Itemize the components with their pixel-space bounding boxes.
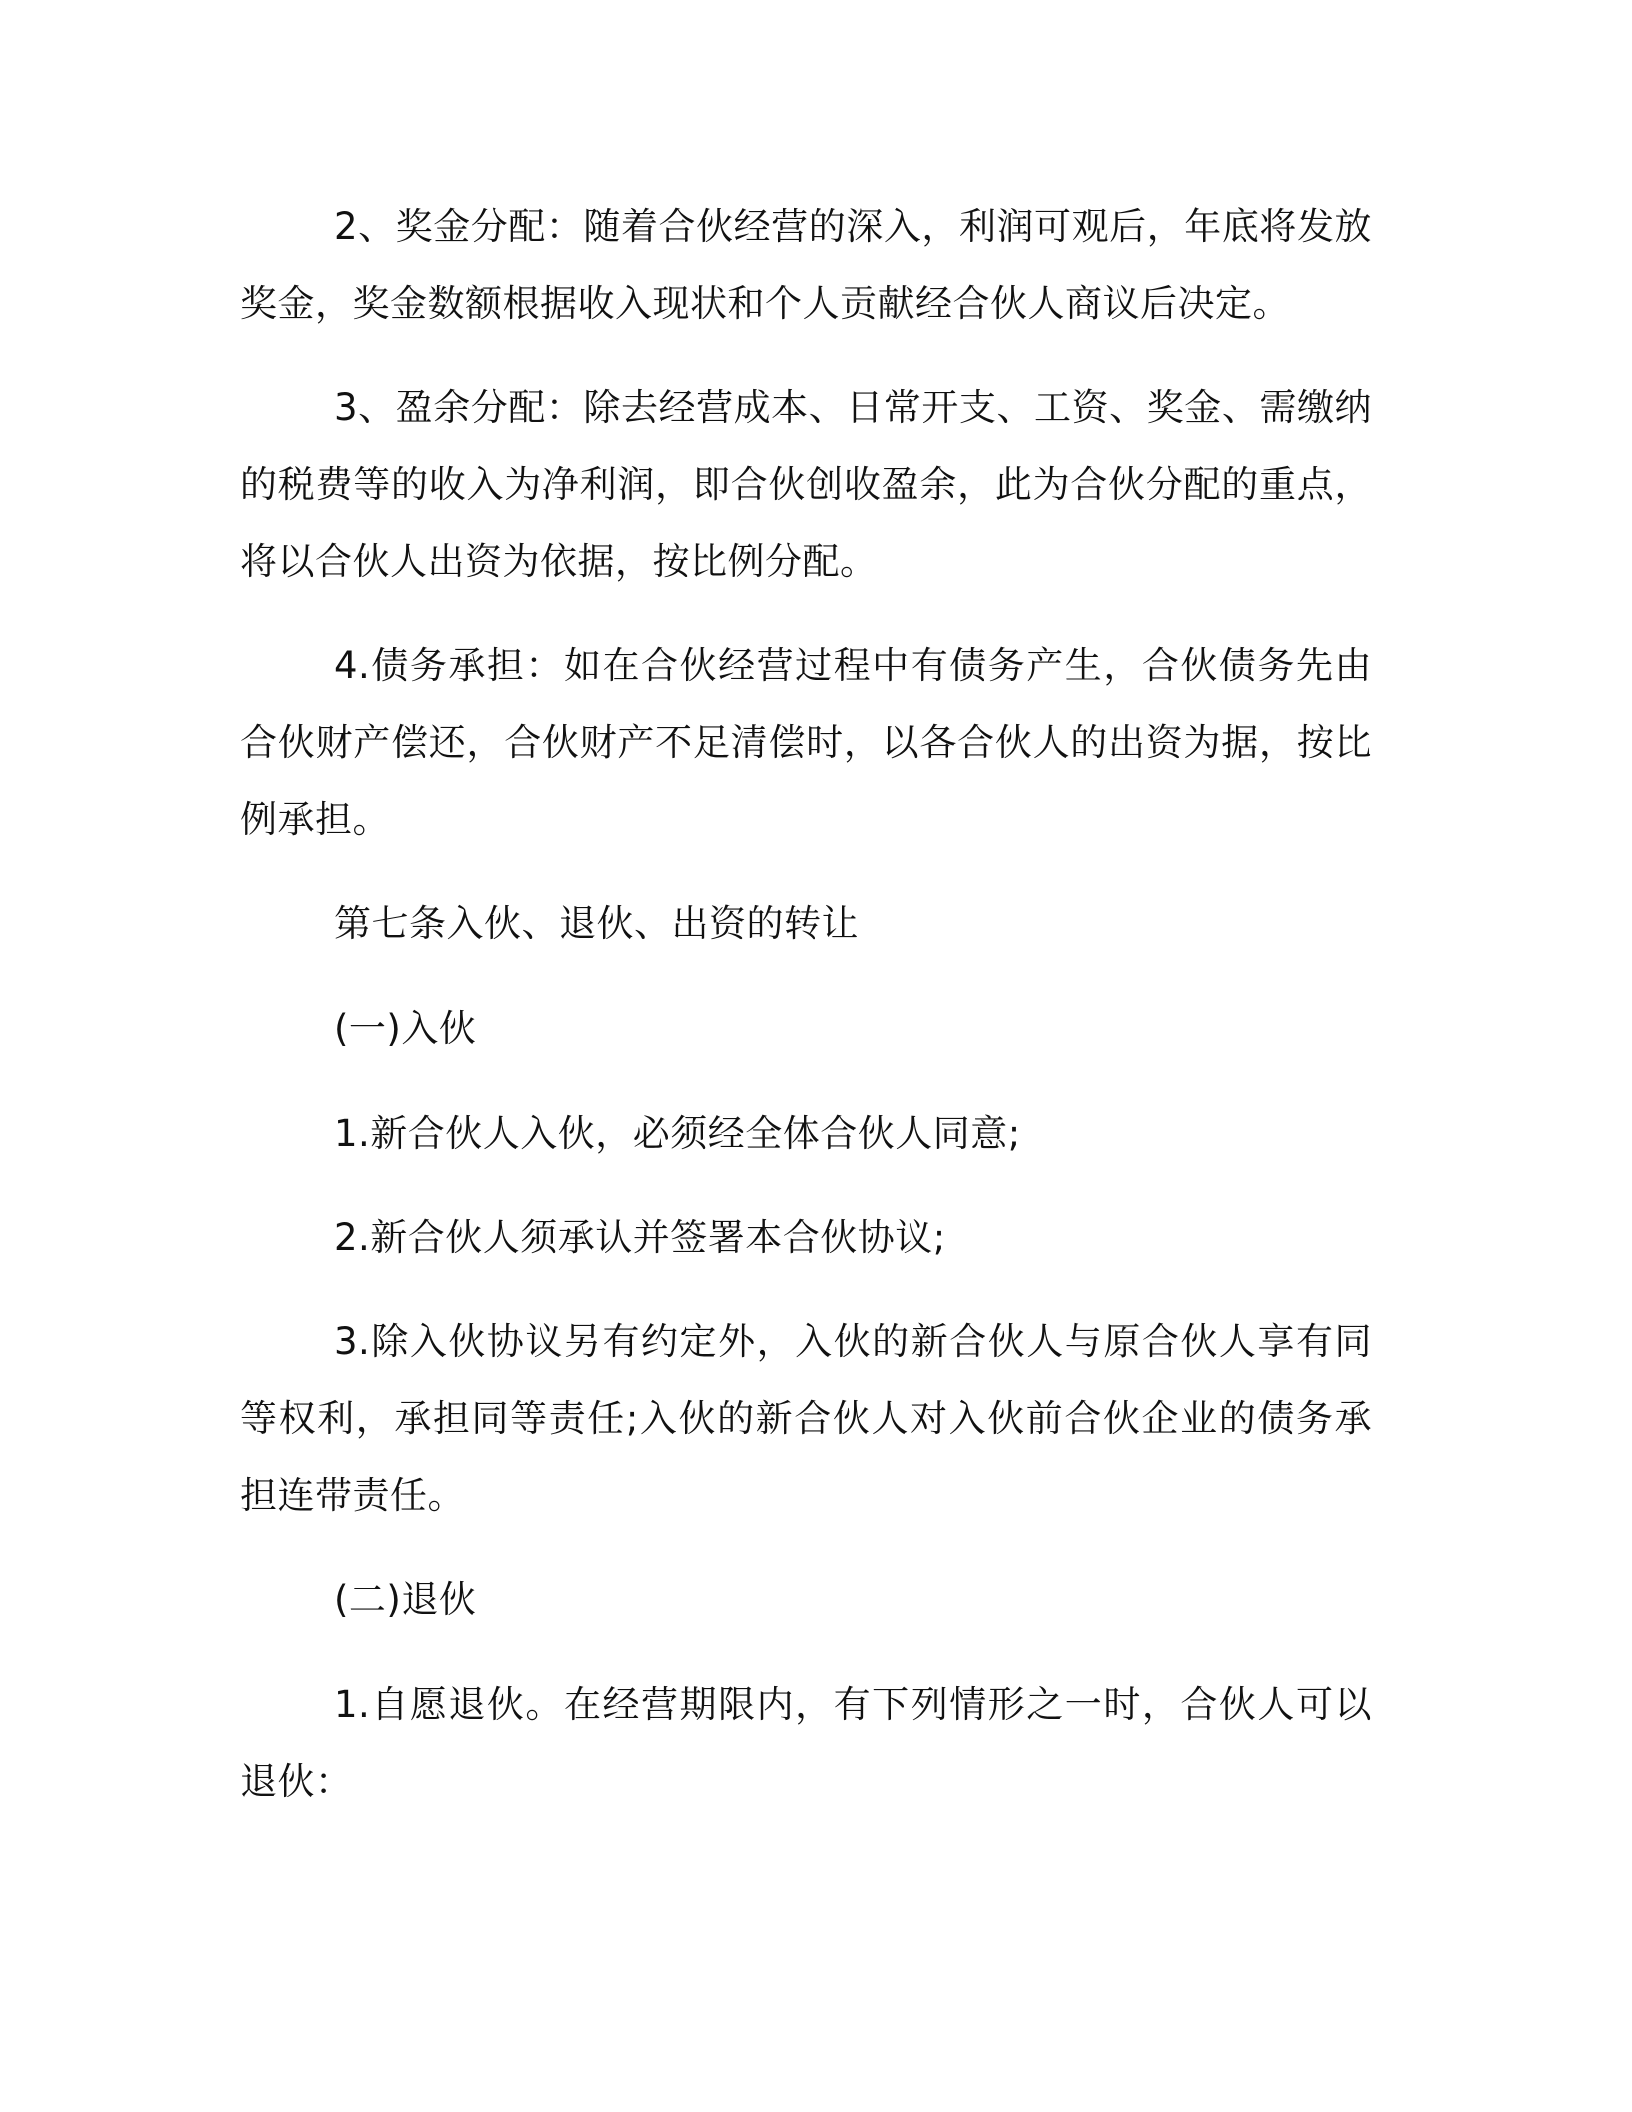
article-seven-heading: 第七条入伙、退伙、出资的转让 — [334, 902, 859, 945]
paragraph-bonus-distribution: 2、奖金分配：随着合伙经营的深入，利润可观后，年底将发放奖金，奖金数额根据收入现状和个人贡献经合伙人商议后决定。 — [240, 205, 1372, 325]
document-body — [240, 188, 1372, 1847]
paragraph-admission-sign-agreement: 2.新合伙人须承认并签署本合伙协议; — [334, 1216, 946, 1259]
paragraph-admission-rights: 3.除入伙协议另有约定外，入伙的新合伙人与原合伙人享有同等权利，承担同等责任;入伙的新合伙人对入伙前合伙企业的债务承担连带责任。 — [240, 1320, 1372, 1517]
paragraph-voluntary-withdrawal: 1.自愿退伙。在经营期限内，有下列情形之一时，合伙人可以退伙： — [240, 1683, 1372, 1803]
paragraph-admission-consent: 1.新合伙人入伙，必须经全体合伙人同意; — [334, 1112, 1021, 1155]
section-withdrawal-heading: (二)退伙 — [334, 1578, 477, 1621]
paragraph-debt-bearing: 4.债务承担：如在合伙经营过程中有债务产生，合伙债务先由合伙财产偿还，合伙财产不足清偿时，以各合伙人的出资为据，按比例承担。 — [240, 644, 1372, 841]
section-admission-heading: (一)入伙 — [334, 1007, 477, 1050]
paragraph-surplus-distribution: 3、盈余分配：除去经营成本、日常开支、工资、奖金、需缴纳的税费等的收入为净利润，即合伙创收盈余，此为合伙分配的重点，将以合伙人出资为依据，按比例分配。 — [240, 386, 1372, 583]
